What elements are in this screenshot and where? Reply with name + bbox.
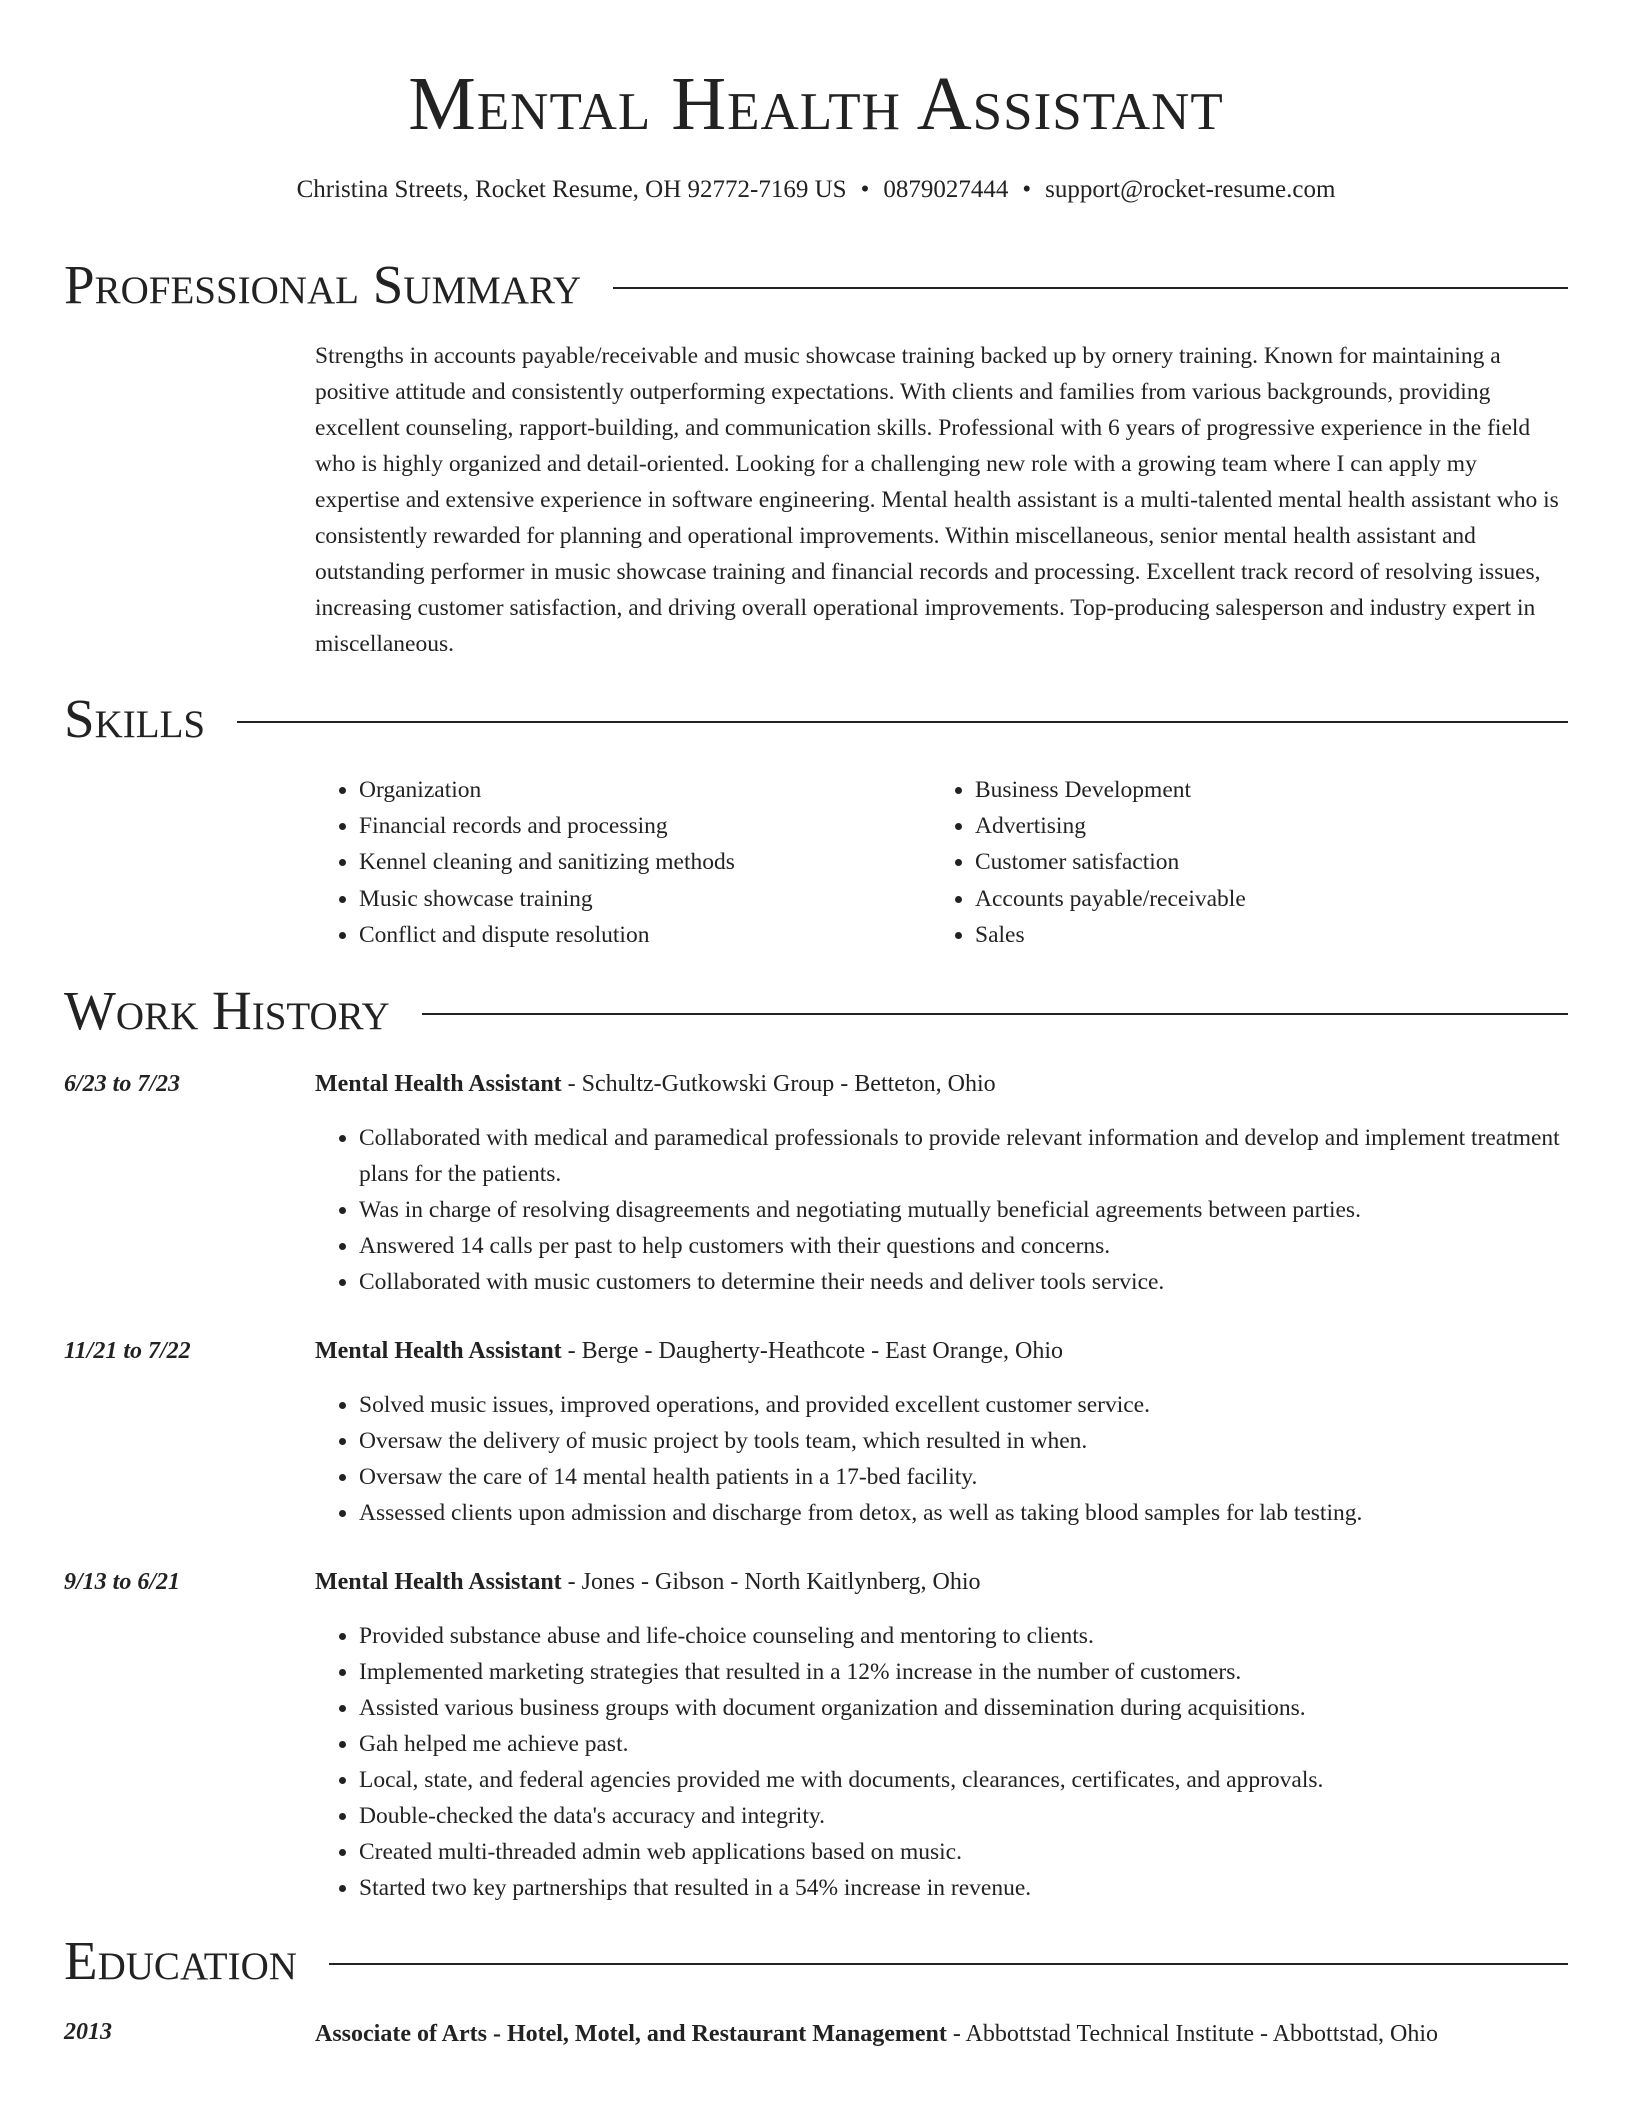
job-bullet: • Double-checked the data's accuracy and integrity.	[359, 1798, 1609, 1834]
job-bullet: • Oversaw the care of 14 mental health patients in a 17-bed facility.	[359, 1459, 1609, 1495]
skill-item: • Business Development	[975, 772, 1575, 808]
job-bullet: • Answered 14 calls per past to help customers with their questions and concerns.	[359, 1228, 1609, 1264]
job-heading	[315, 1564, 1565, 1600]
job-bullet: • Assessed clients upon admission and discharge from detox, as well as taking blood samples for lab testing.	[359, 1495, 1609, 1531]
job-title: Mental Health Assistant	[315, 1569, 562, 1595]
summary-section-title: Professional Summary	[64, 254, 582, 315]
skill-item: • Financial records and processing	[359, 808, 959, 844]
skills-section-header	[64, 686, 1568, 752]
education-school-location: - Abbottstad Technical Institute - Abbottstad, Ohio	[946, 2021, 1439, 2047]
skill-item: • Organization	[359, 772, 959, 808]
job-bullets	[315, 1618, 1609, 1906]
contact-address: Christina Streets, Rocket Resume, OH 92772-7169 US	[296, 176, 847, 203]
job-bullet: • Was in charge of resolving disagreements and negotiating mutually beneficial agreements between parties.	[359, 1192, 1609, 1228]
job-bullet: • Created multi-threaded admin web applications based on music.	[359, 1834, 1609, 1870]
education-section-header	[64, 1928, 1568, 1994]
job-bullet: • Oversaw the delivery of music project by tools team, which resulted in when.	[359, 1423, 1609, 1459]
job-bullets	[315, 1120, 1609, 1300]
job-bullet: • Solved music issues, improved operations, and provided excellent customer service.	[359, 1387, 1609, 1423]
skill-item: • Advertising	[975, 808, 1575, 844]
separator-dot: •	[1022, 176, 1032, 203]
job-bullet: • Collaborated with medical and paramedical professionals to provide relevant information and develop and implement treatment plans for the patients.	[359, 1120, 1609, 1192]
separator-dot: •	[860, 176, 870, 203]
skills-section-title: Skills	[64, 688, 206, 749]
job-employer-location: - Schultz-Gutkowski Group - Betteton, Ohio	[561, 1071, 996, 1097]
skill-item: • Sales	[975, 917, 1575, 953]
summary-section-header	[64, 252, 1568, 318]
contact-phone: 0879027444	[883, 176, 1009, 203]
job-employer-location: - Jones - Gibson - North Kaitlynberg, Ohio	[561, 1569, 981, 1595]
skills-list-left	[315, 772, 959, 953]
skill-item: • Music showcase training	[359, 881, 959, 917]
skill-item: • Conflict and dispute resolution	[359, 917, 959, 953]
job-bullet: • Provided substance abuse and life-choice counseling and mentoring to clients.	[359, 1618, 1609, 1654]
work-section-header	[64, 978, 1568, 1044]
section-divider	[613, 287, 1568, 289]
job-bullets	[315, 1387, 1609, 1531]
contact-line	[0, 172, 1632, 208]
skill-item: • Accounts payable/receivable	[975, 881, 1575, 917]
skills-list-right	[931, 772, 1575, 953]
skill-item: • Kennel cleaning and sanitizing methods	[359, 844, 959, 880]
job-title: Mental Health Assistant	[315, 1071, 562, 1097]
job-heading	[315, 1333, 1565, 1369]
contact-email: support@rocket-resume.com	[1045, 176, 1336, 203]
education-degree: Associate of Arts - Hotel, Motel, and Restaurant Management	[315, 2021, 947, 2047]
job-date: 9/13 to 6/21	[64, 1569, 181, 1595]
education-date: 2013	[64, 2019, 112, 2045]
job-bullet: • Local, state, and federal agencies provided me with documents, clearances, certificates, and approvals.	[359, 1762, 1609, 1798]
job-bullet: • Collaborated with music customers to determine their needs and deliver tools service.	[359, 1264, 1609, 1300]
job-heading	[315, 1066, 1565, 1102]
job-date: 6/23 to 7/23	[64, 1071, 181, 1097]
section-divider	[329, 1963, 1568, 1965]
job-bullet: • Implemented marketing strategies that resulted in a 12% increase in the number of customers.	[359, 1654, 1609, 1690]
summary-text: Strengths in accounts payable/receivable and music showcase training backed up by ornery training. Known for maintaining a positive attitude and consistently outperforming expectations. With clients and families from various backgrounds, providing excellent counseling, rapport-building, and communication skills. Professional with 6 years of progressive experience in the field who is highly organized and detail-oriented. Looking for a challenging new role with a growing team where I can apply my expertise and extensive experience in software engineering. Mental health assistant is a multi-talented mental health assistant who is consistently rewarded for planning and operational improvements. Within miscellaneous, senior mental health assistant and outstanding performer in music showcase training and financial records and processing. Excellent track record of resolving issues, increasing customer satisfaction, and driving overall operational improvements. Top-producing salesperson and industry expert in miscellaneous.	[315, 343, 1559, 657]
job-date: 11/21 to 7/22	[64, 1338, 191, 1364]
job-bullet: • Gah helped me achieve past.	[359, 1726, 1609, 1762]
education-heading	[315, 2014, 1565, 2054]
job-title: Mental Health Assistant	[315, 1338, 562, 1364]
resume-name-heading: Mental Health Assistant	[408, 62, 1224, 146]
job-bullet: • Assisted various business groups with document organization and dissemination during acquisitions.	[359, 1690, 1609, 1726]
work-section-title: Work History	[64, 980, 390, 1041]
section-divider	[422, 1013, 1568, 1015]
section-divider	[237, 721, 1568, 723]
job-bullet: • Started two key partnerships that resulted in a 54% increase in revenue.	[359, 1870, 1609, 1906]
skill-item: • Customer satisfaction	[975, 844, 1575, 880]
education-section-title: Education	[64, 1930, 297, 1991]
job-employer-location: - Berge - Daugherty-Heathcote - East Orange, Ohio	[561, 1338, 1064, 1364]
